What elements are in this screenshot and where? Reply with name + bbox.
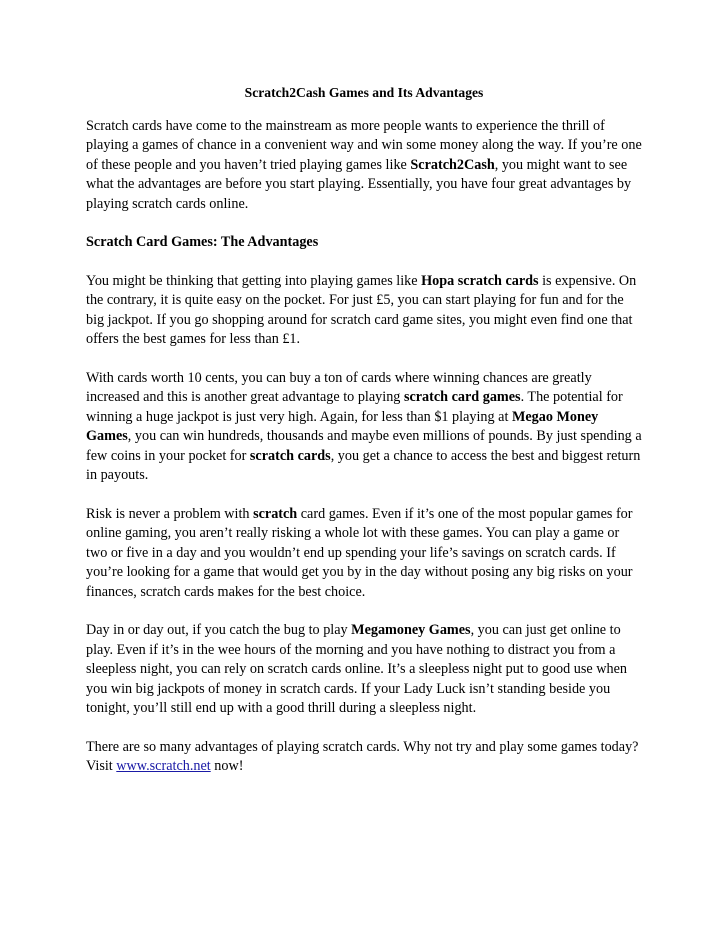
p3-text-1: Risk is never a problem with <box>86 505 254 522</box>
p2-bold-megao-money: Megao Money Games <box>86 408 599 444</box>
intro-text-2: , you might want to see what the advantages are before you start playing. Essentially, you have four great advantages by playing scratch cards online. <box>86 156 632 212</box>
paragraph-closing <box>86 738 642 777</box>
document-title: Scratch2Cash Games and Its Advantages <box>244 85 484 100</box>
p2-bold-scratch-card-games: scratch card games <box>403 389 521 405</box>
p3-text-2: card games. Even if it’s one of the most popular games for online gaming, you aren’t really risking a whole lot with these games. You can play a game or two or five in a day and you wouldn’t end up spending your life’s savings on scratch cards. If you’re looking for a game that would get you by in the day without posing any big risks on your finances, scratch cards makes for the best choice. <box>86 505 633 600</box>
p2-text-3: , you can win hundreds, thousands and maybe even millions of pounds. By just spending a few coins in your pocket for <box>86 428 642 464</box>
p1-text-2: is expensive. On the contrary, it is quite easy on the pocket. For just £5, you can start playing for fun and for the big jackpot. If you go shopping around for scratch card game sites, you might even find one that offers the best games for less than £1. <box>86 272 637 347</box>
p2-text-4: , you get a chance to access the best and biggest return in payouts. <box>86 447 641 483</box>
scratch-net-link[interactable]: www.scratch.net <box>116 758 211 774</box>
p2-text-2: . The potential for winning a huge jackpot is just very high. Again, for less than $1 playing at <box>86 389 623 425</box>
p2-text-1: With cards worth 10 cents, you can buy a ton of cards where winning chances are greatly increased and this is another great advantage to playing <box>86 369 592 405</box>
p2-bold-scratch-cards: scratch cards <box>249 447 331 464</box>
p1-bold-hopa: Hopa scratch cards <box>421 272 539 289</box>
paragraph-cost <box>86 272 642 350</box>
p5-text-1: There are so many advantages of playing scratch cards. Why not try and play some games today? Visit <box>86 738 639 774</box>
intro-text-1: Scratch cards have come to the mainstream as more people wants to experience the thrill of playing a games of chance in a convenient way and win some money along the way. If you’re one of these people and you haven’t tried playing games like <box>86 117 642 173</box>
paragraph-anytime <box>86 621 642 719</box>
intro-bold-scratch2cash: Scratch2Cash <box>410 156 495 173</box>
paragraph-jackpot <box>86 369 642 486</box>
intro-paragraph <box>86 117 642 215</box>
p5-text-2: now! <box>210 758 244 774</box>
p1-text-1: You might be thinking that getting into playing games like <box>86 272 422 289</box>
p3-bold-scratch: scratch <box>253 505 298 522</box>
p4-text-1: Day in or day out, if you catch the bug to play <box>86 622 352 638</box>
paragraph-risk <box>86 505 642 603</box>
section-subheading: Scratch Card Games: The Advantages <box>86 234 319 250</box>
p4-bold-megamoney: Megamoney Games <box>351 622 471 638</box>
p4-text-2: , you can just get online to play. Even if it’s in the wee hours of the morning and you have nothing to distract you from a sleepless night, you can rely on scratch cards online. It’s a sleepless night put to good use when you win big jackpots of money in scratch cards. If your Lady Luck isn’t standing beside you tonight, you’ll still end up with a good thrill during a sleepless night. <box>86 622 627 716</box>
